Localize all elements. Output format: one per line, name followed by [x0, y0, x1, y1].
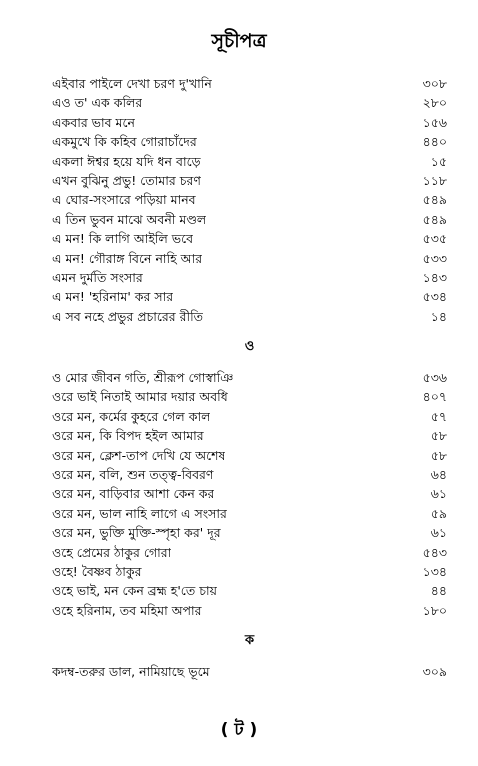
entry-page-number: ৩০৯	[422, 664, 447, 680]
index-entry	[52, 93, 447, 112]
index-entry	[52, 426, 447, 445]
entry-page-number: ১১৮	[422, 172, 447, 188]
index-entry	[52, 523, 447, 542]
entry-page-number: ৫৩৫	[422, 231, 447, 247]
index-entry	[52, 74, 447, 93]
entry-title: ও মোর জীবন গতি, শ্রীরূপ গোস্বাঞি	[52, 370, 234, 386]
entry-page-number: ৫৮	[430, 447, 447, 463]
entry-title: এ মন! গৌরাঙ্গ বিনে নাহি আর	[52, 250, 203, 266]
index-entry	[52, 601, 447, 620]
index-entry	[52, 210, 447, 229]
entry-title: ওরে মন, বাড়িবার আশা কেন কর	[52, 486, 215, 502]
entry-page-number: ৫৪৩	[422, 544, 447, 560]
index-entry	[52, 387, 447, 406]
entry-page-number: ৬১	[430, 525, 447, 541]
index-entry	[52, 229, 447, 248]
entry-page-number: ৪৪	[430, 583, 447, 599]
entry-page-number: ৫৩৩	[422, 250, 447, 266]
index-entry	[52, 484, 447, 503]
entry-page-number: ৪৪০	[422, 134, 447, 150]
entry-title: এ মন! কি লাগি আইলি ভবে	[52, 231, 194, 247]
index-entry	[52, 662, 447, 681]
entry-title: একমুখে কি কহিব গোরাচাঁদের	[52, 134, 197, 150]
entry-title: এ মন! 'হরিনাম' কর সার	[52, 289, 174, 305]
entry-title: ওরে মন, ক্লেশ-তাপ দেখি যে অশেষ	[52, 447, 226, 463]
entry-page-number: ৬১	[430, 486, 447, 502]
entry-title: একলা ঈশ্বর হয়ে যদি ধন বাড়ে	[52, 153, 201, 169]
entry-page-number: ৫৪৯	[422, 211, 447, 227]
index-entry	[52, 307, 447, 326]
entry-page-number: ৬৪	[430, 467, 447, 483]
index-entry	[52, 152, 447, 171]
index-entry	[52, 132, 447, 151]
entry-page-number: ৫৭	[430, 408, 447, 424]
entry-title: ওহে হরিনাম, তব মহিমা অপার	[52, 602, 202, 618]
page-title: সূচীপত্র	[211, 30, 267, 52]
entry-page-number: ১৩৪	[422, 563, 447, 579]
entry-title: এমন দুর্মতি সংসার	[52, 269, 143, 285]
index-list	[52, 74, 447, 682]
entry-page-number: ১৫	[430, 153, 447, 169]
entry-title: ওরে মন, বলি, শুন তত্ত্ব-বিবরণ	[52, 467, 214, 483]
entry-page-number: ১৮০	[422, 602, 447, 618]
index-entry	[52, 368, 447, 387]
entry-title: একবার ভাব মনে	[52, 114, 135, 130]
entry-title: ওহে ভাই, মন কেন ব্রহ্ম হ'তে চায়	[52, 583, 217, 599]
entry-title: এ সব নহে প্রভুর প্রচারের রীতি	[52, 308, 204, 324]
index-entry	[52, 171, 447, 190]
index-entry	[52, 268, 447, 287]
index-entry	[52, 407, 447, 426]
index-entry	[52, 249, 447, 268]
section-heading: ক	[244, 632, 255, 648]
entry-page-number: ৫৩৬	[422, 370, 447, 386]
entry-title: এখন বুঝিনু প্রভু! তোমার চরণ	[52, 172, 201, 188]
entry-title: ওহে! বৈষ্ণব ঠাকুর	[52, 563, 142, 579]
entry-title: ওরে মন, ভুক্তি মুক্তি-স্পৃহা কর' দূর	[52, 525, 221, 541]
index-entry	[52, 581, 447, 600]
entry-page-number: ৫৪৯	[422, 192, 447, 208]
page-number: ( ট )	[220, 720, 258, 740]
entry-page-number: ১৪	[430, 308, 447, 324]
index-entry	[52, 504, 447, 523]
entry-title: এও ত' এক কলির	[52, 95, 143, 111]
entry-title: এ তিন ভুবন মাঝে অবনী মণ্ডল	[52, 211, 207, 227]
entry-page-number: ৫৯	[430, 505, 447, 521]
entry-page-number: ৫৮	[430, 428, 447, 444]
index-entry	[52, 465, 447, 484]
entry-page-number: ১৪৩	[422, 269, 447, 285]
section-heading: ও	[244, 338, 255, 354]
index-entry	[52, 190, 447, 209]
entry-page-number: ৫৩৪	[422, 289, 447, 305]
entry-title: ওরে মন, কর্মের কুহরে গেল কাল	[52, 408, 211, 424]
entry-title: ওহে প্রেমের ঠাকুর গোরা	[52, 544, 172, 560]
index-entry	[52, 113, 447, 132]
index-entry	[52, 543, 447, 562]
entry-page-number: ২৮০	[422, 95, 447, 111]
entry-title: ওরে মন, ভাল নাহি লাগে এ সংসার	[52, 505, 227, 521]
entry-page-number: ১৫৬	[422, 114, 447, 130]
index-entry	[52, 287, 447, 306]
index-entry	[52, 446, 447, 465]
entry-title: কদম্ব-তরুর ডাল, নামিয়াছে ভূমে	[52, 664, 210, 680]
entry-page-number: ৩০৮	[422, 76, 447, 91]
entry-title: ওরে ভাই নিতাই আমার দয়ার অবধি	[52, 389, 228, 405]
entry-title: ওরে মন, কি বিপদ হইল আমার	[52, 428, 204, 444]
entry-title: এ ঘোর-সংসারে পড়িয়া মানব	[52, 192, 196, 208]
entry-page-number: ৪০৭	[422, 389, 447, 405]
entry-title: এইবার পাইলে দেখা চরণ দু'খানি	[52, 76, 212, 91]
index-entry	[52, 562, 447, 581]
